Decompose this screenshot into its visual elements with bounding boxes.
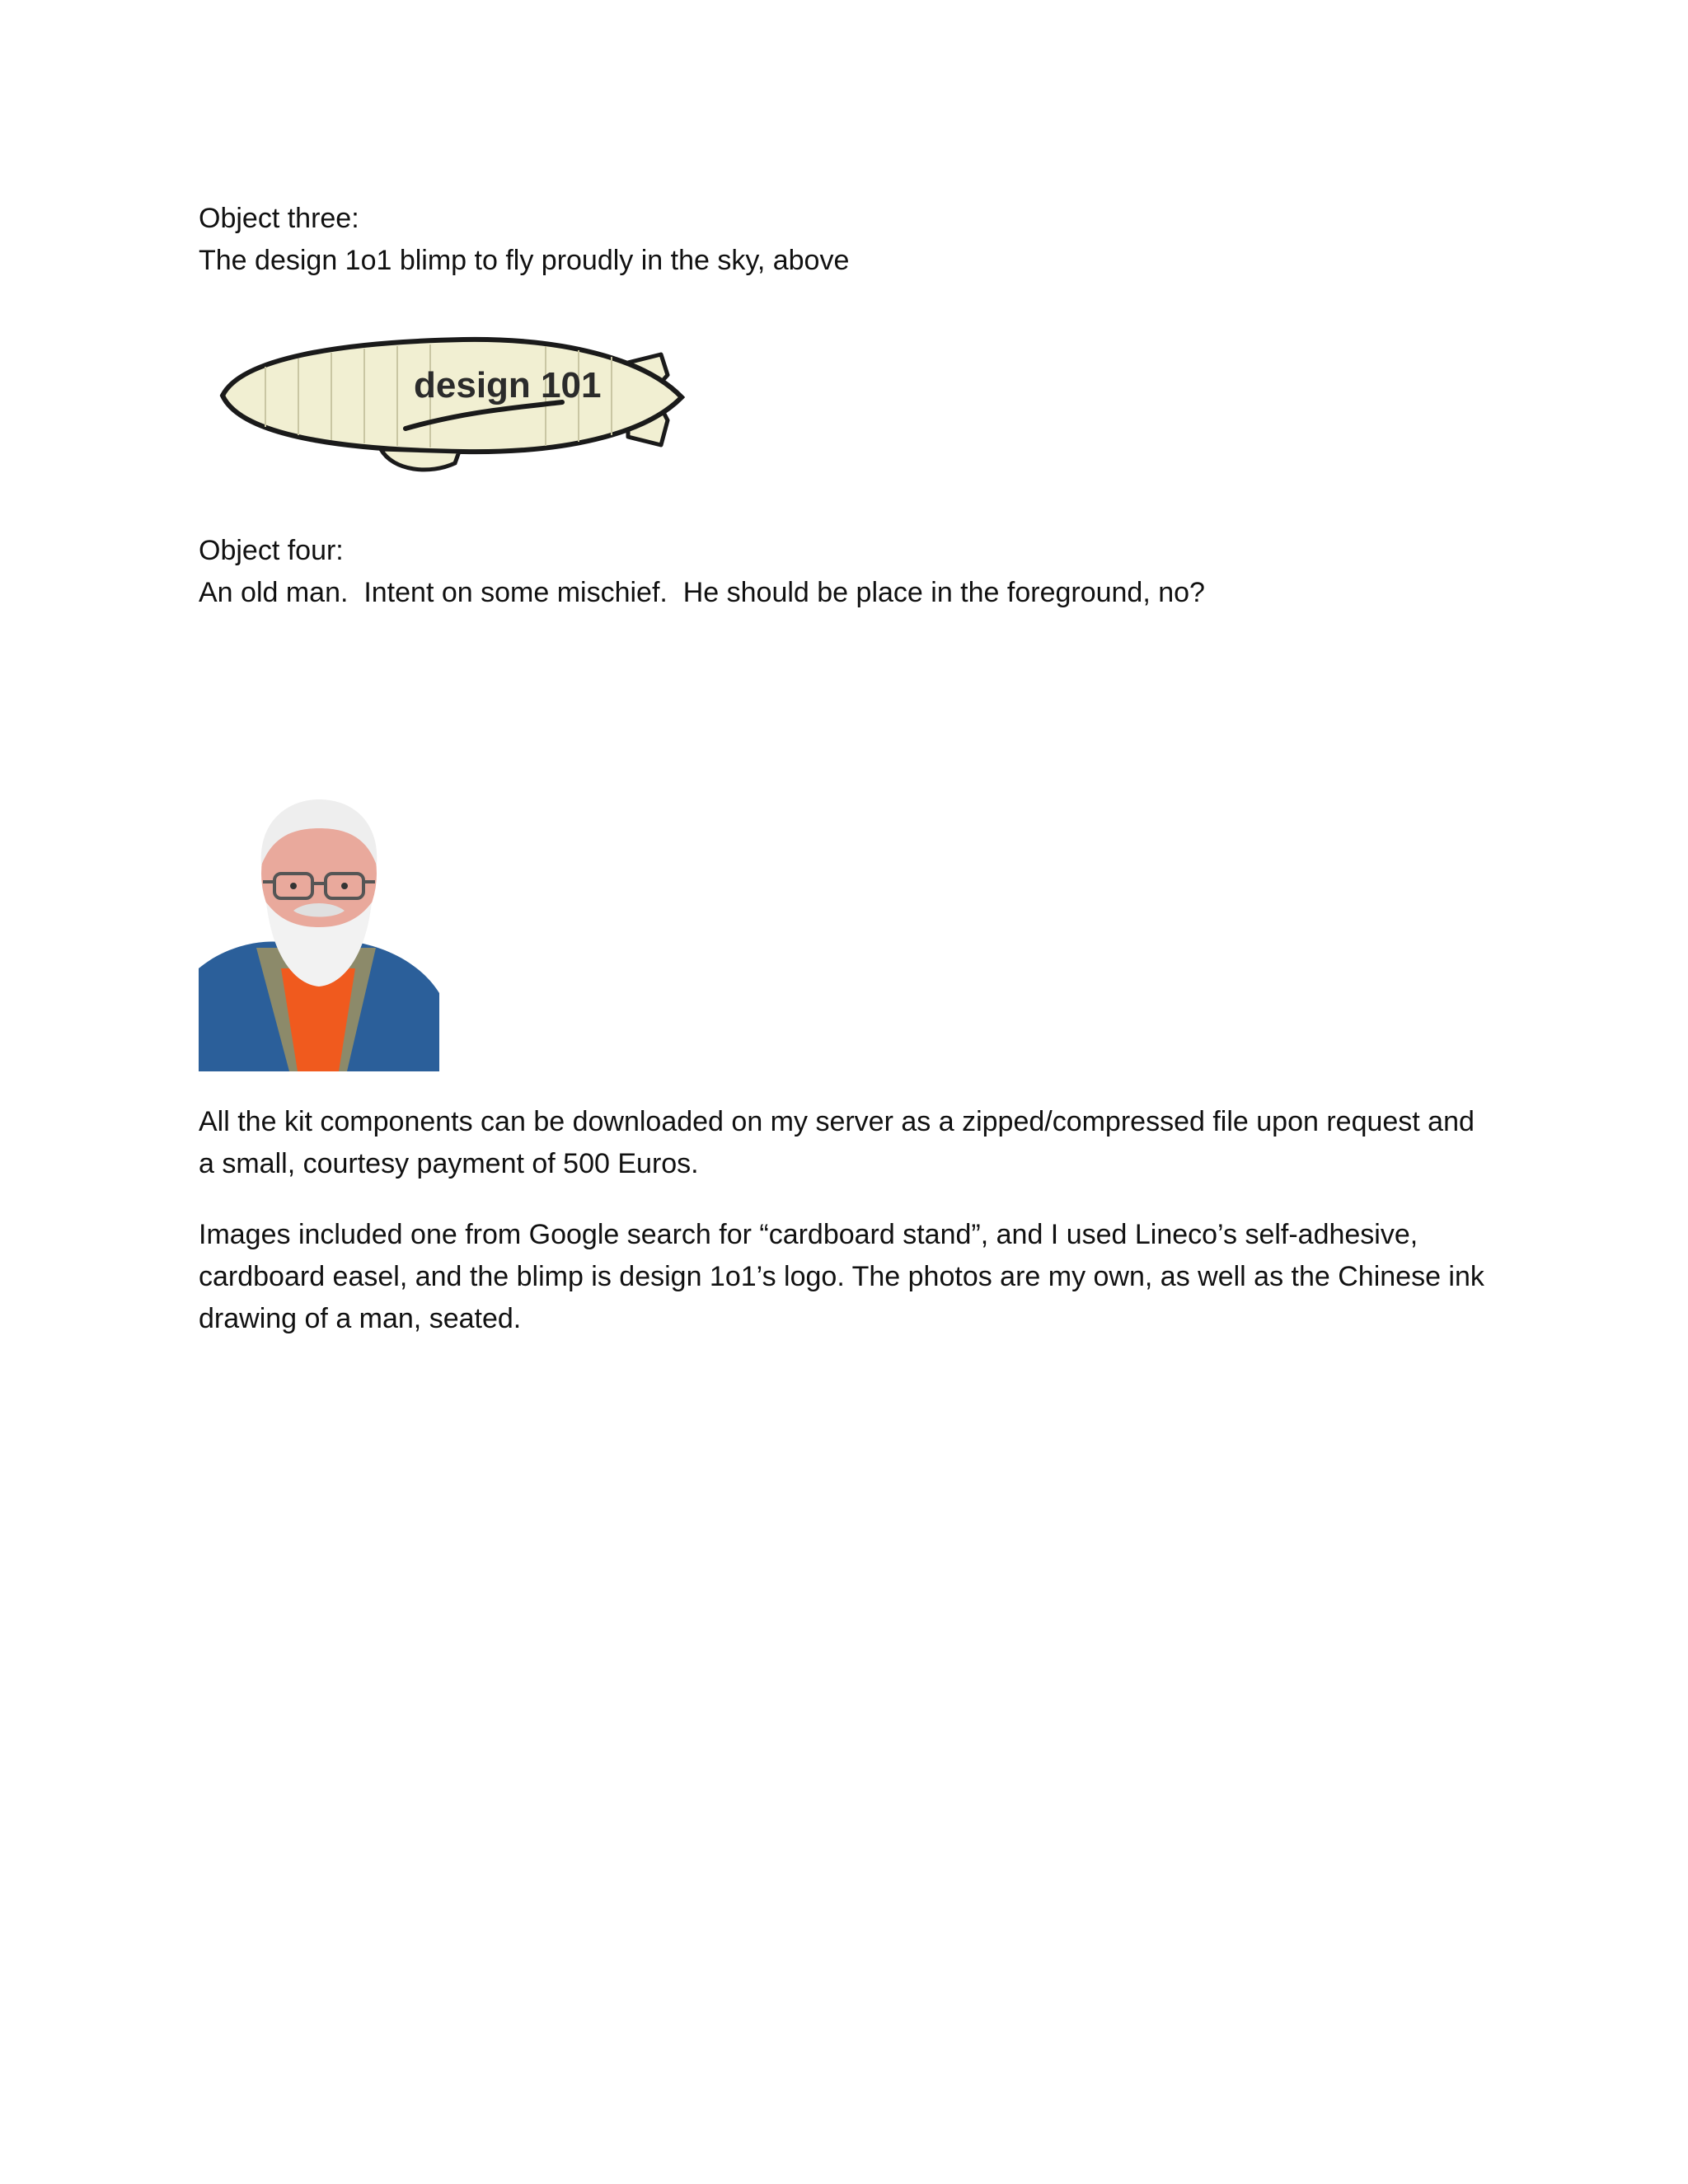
credits-paragraph-line: drawing of a man, seated. — [199, 1303, 522, 1334]
credits-paragraph-line: cardboard easel, and the blimp is design 1o1’s logo. The photos are my own, as well as the Chinese ink — [199, 1261, 1484, 1292]
blimp-image — [216, 330, 694, 494]
object-four-heading: Object four: — [199, 535, 344, 566]
object-three-section — [199, 198, 1484, 282]
object-three-heading: Object three: — [199, 203, 359, 234]
download-paragraph-line: All the kit components can be downloaded on my server as a zipped/compressed file upon request and — [199, 1106, 1475, 1137]
credits-paragraph-line: Images included one from Google search for “cardboard stand”, and I used Lineco’s self-adhesive, — [199, 1219, 1418, 1250]
credits-paragraph — [199, 1214, 1484, 1340]
blimp-illustration — [216, 330, 694, 494]
object-four-description: An old man. Intent on some mischief. He should be place in the foreground, no? — [199, 577, 1205, 608]
object-three-description: The design 1o1 blimp to fly proudly in the sky, above — [199, 245, 850, 276]
object-four-section — [199, 530, 1484, 614]
blimp-logo-text: design 101 — [414, 365, 602, 405]
download-paragraph — [199, 1101, 1484, 1185]
old-man-photo — [199, 795, 439, 1071]
download-paragraph-line: a small, courtesy payment of 500 Euros. — [199, 1148, 699, 1179]
portrait-illustration — [199, 795, 439, 1071]
